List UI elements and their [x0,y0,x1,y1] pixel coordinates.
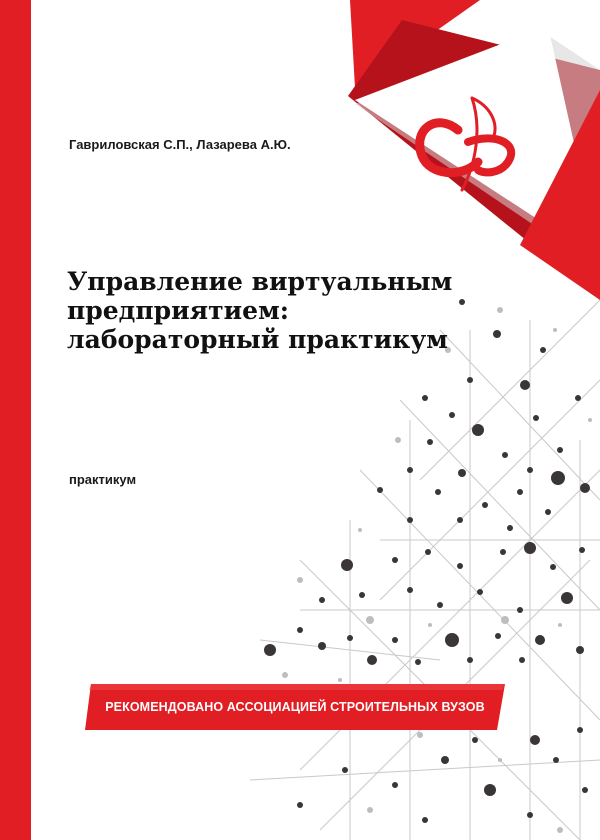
banner-text: РЕКОМЕНДОВАНО АССОЦИАЦИЕЙ СТРОИТЕЛЬНЫХ ВУЗОВ [105,700,485,714]
book-title [67,267,517,354]
title-line: предприятием: [67,296,290,325]
title-line: лабораторный практикум [67,325,448,354]
document-type: практикум [69,472,137,487]
recommendation-banner [85,684,505,730]
authors: Гавриловская С.П., Лазарева А.Ю. [69,137,291,152]
title-line: Управление виртуальным [67,267,453,296]
publisher-logo-icon [400,70,560,210]
